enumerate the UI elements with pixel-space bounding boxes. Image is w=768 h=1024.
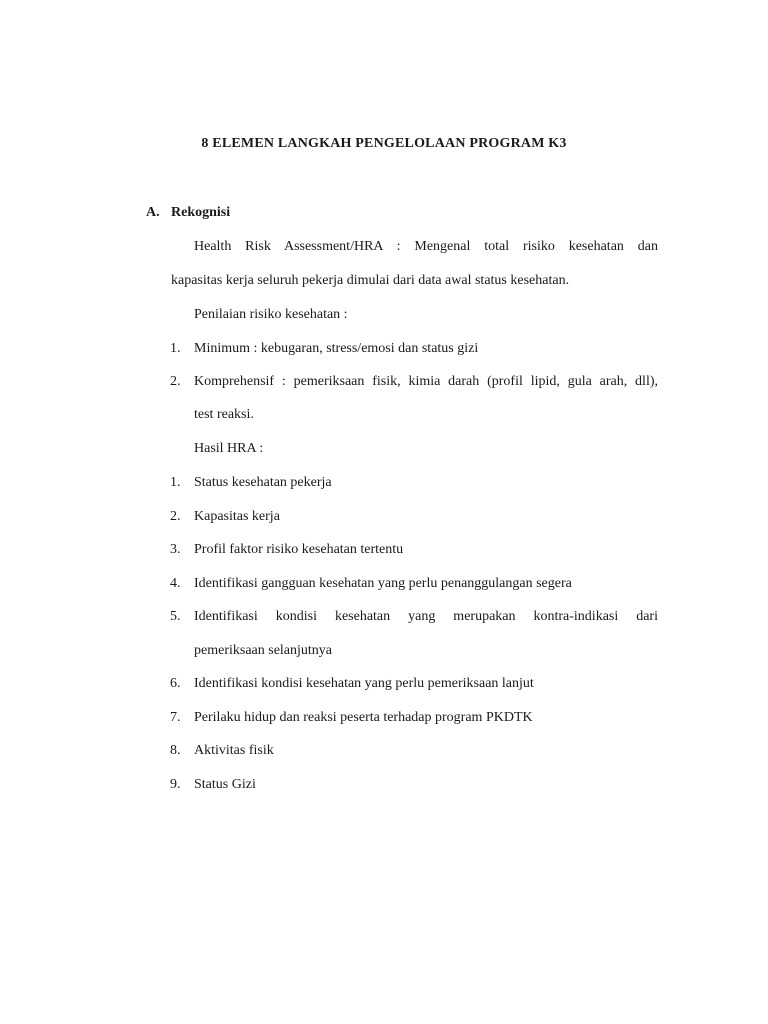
list-item: Identifikasi kondisi kesehatan yang perlu pemeriksaan lanjut (194, 676, 534, 691)
list-item-continuation: test reaksi. (194, 407, 254, 422)
hasil-label: Hasil HRA : (194, 441, 264, 456)
list-number: 8. (170, 743, 181, 758)
list-number: 7. (170, 710, 181, 725)
list-item: Perilaku hidup dan reaksi peserta terhadap program PKDTK (194, 710, 533, 725)
list-item: Kapasitas kerja (194, 509, 280, 524)
list-number: 1. (170, 475, 181, 490)
list-item: Identifikasi gangguan kesehatan yang perlu penanggulangan segera (194, 576, 572, 591)
section-heading (146, 205, 230, 221)
list-number: 4. (170, 576, 181, 591)
intro-line-2: kapasitas kerja seluruh pekerja dimulai dari data awal status kesehatan. (171, 273, 570, 288)
penilaian-label: Penilaian risiko kesehatan : (194, 307, 348, 322)
intro-line-1: Health Risk Assessment/HRA : Mengenal total risiko kesehatan dan (194, 239, 658, 254)
section-letter: A. (146, 205, 160, 220)
list-item-continuation: pemeriksaan selanjutnya (194, 643, 333, 658)
list-number: 3. (170, 542, 181, 557)
list-number: 1. (170, 341, 181, 356)
list-item: Komprehensif : pemeriksaan fisik, kimia darah (profil lipid, gula arah, dll), (194, 374, 658, 389)
page-title: 8 ELEMEN LANGKAH PENGELOLAAN PROGRAM K3 (201, 136, 567, 151)
list-item: Status Gizi (194, 777, 256, 792)
list-number: 2. (170, 374, 181, 389)
list-item: Status kesehatan pekerja (194, 475, 332, 490)
list-number: 9. (170, 777, 181, 792)
list-item: Identifikasi kondisi kesehatan yang merupakan kontra-indikasi dari (194, 609, 658, 624)
list-number: 6. (170, 676, 181, 691)
list-number: 2. (170, 509, 181, 524)
list-item: Profil faktor risiko kesehatan tertentu (194, 542, 404, 557)
list-item: Aktivitas fisik (194, 743, 274, 758)
list-number: 5. (170, 609, 181, 624)
list-item: Minimum : kebugaran, stress/emosi dan status gizi (194, 341, 479, 356)
section-title: Rekognisi (171, 205, 231, 220)
